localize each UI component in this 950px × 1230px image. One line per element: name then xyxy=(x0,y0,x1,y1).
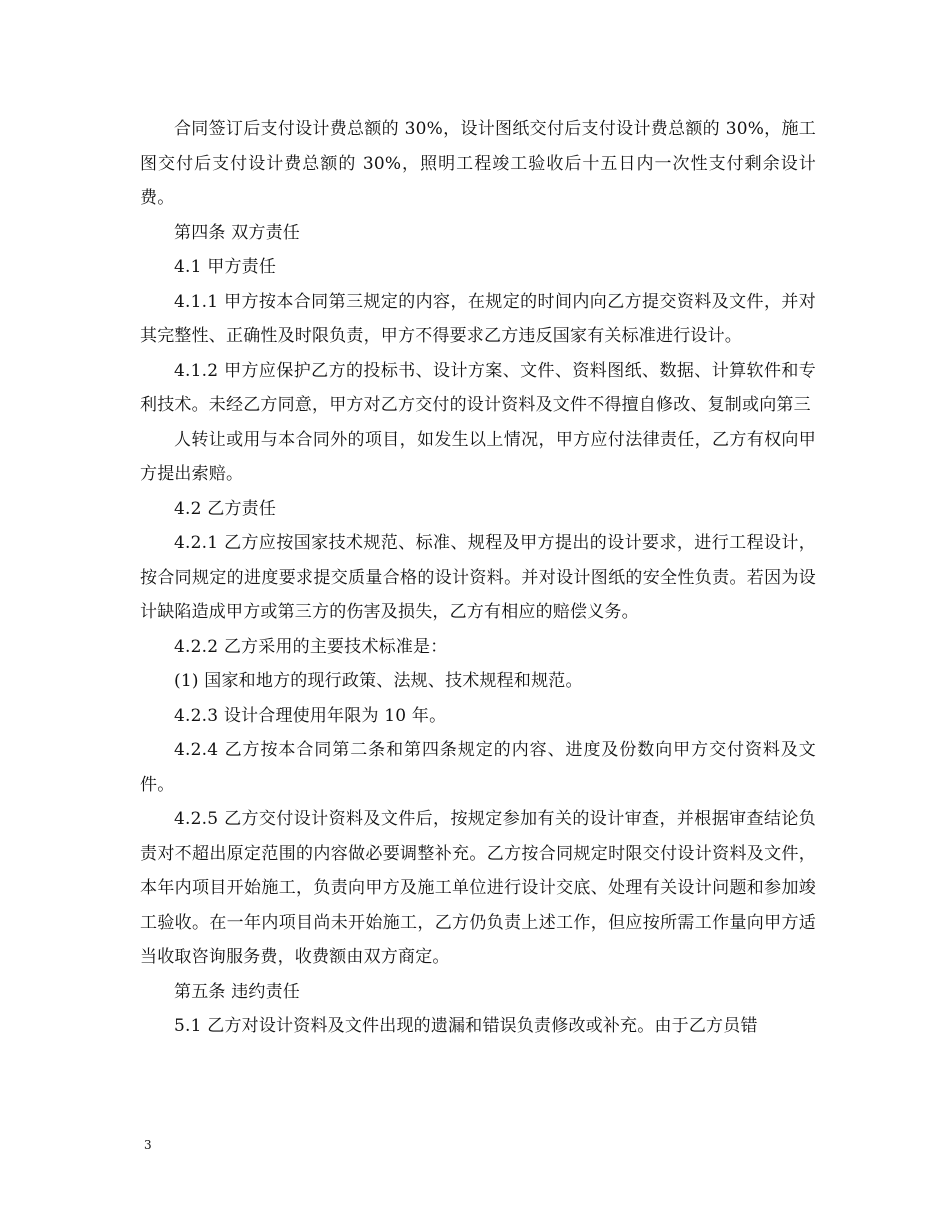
paragraph-4-1-1: 4.1.1 甲方按本合同第三规定的内容，在规定的时间内向乙方提交资料及文件，并对其完整性、正确性及时限负责，甲方不得要求乙方违反国家有关标准进行设计。 xyxy=(140,291,816,346)
paragraph-5-1: 5.1 乙方对设计资料及文件出现的遗漏和错误负责修改或补充。由于乙方员错 xyxy=(174,1016,758,1036)
paragraph-standard-item-1: (1) 国家和地方的现行政策、法规、技术规程和规范。 xyxy=(174,671,583,691)
heading-article-five: 第五条 违约责任 xyxy=(174,981,301,1002)
paragraph-4-2-3: 4.2.3 设计合理使用年限为 10 年。 xyxy=(174,705,447,726)
page-number: 3 xyxy=(144,1138,152,1152)
paragraph-payment-terms: 合同签订后支付设计费总额的 30%，设计图纸交付后支付设计费总额的 30%，施工图交付后支付设计费总额的 30%，照明工程竣工验收后十五日内一次性支付剩余设计费。 xyxy=(140,119,816,208)
document-body xyxy=(140,112,816,1044)
paragraph-4-1-2: 4.1.2 甲方应保护乙方的投标书、设计方案、文件、资料图纸、数据、计算软件和专利技术。未经乙方同意，甲方对乙方交付的设计资料及文件不得擅自修改、复制或向第三 xyxy=(140,360,816,415)
heading-article-four: 第四条 双方责任 xyxy=(174,222,301,243)
paragraph-4-2-5: 4.2.5 乙方交付设计资料及文件后，按规定参加有关的设计审查，并根据审查结论负责对不超出原定范围的内容做必要调整补充。乙方按合同规定时限交付设计资料及文件，本年内项目开始施工，负责向甲方及施工单位进行设计交底、处理有关设计问题和参加竣工验收。在一年内项目尚未开始施工，乙方仍负责上述工作，但应按所需工作量向甲方适当收取咨询服务费，收费额由双方商定。 xyxy=(140,809,816,967)
heading-party-b-duties: 4.2 乙方责任 xyxy=(174,498,277,519)
paragraph-4-2-1: 4.2.1 乙方应按国家技术规范、标准、规程及甲方提出的设计要求，进行工程设计，按合同规定的进度要求提交质量合格的设计资料。并对设计图纸的安全性负责。若因为设计缺陷造成甲方或第三方的伤害及损失，乙方有相应的赔偿义务。 xyxy=(140,533,816,622)
paragraph-4-1-2-continued: 人转让或用与本合同外的项目，如发生以上情况，甲方应付法律责任，乙方有权向甲方提出索赔。 xyxy=(140,429,816,484)
paragraph-4-2-2: 4.2.2 乙方采用的主要技术标准是： xyxy=(174,636,448,657)
paragraph-4-2-4: 4.2.4 乙方按本合同第二条和第四条规定的内容、进度及份数向甲方交付资料及文件。 xyxy=(140,740,816,795)
heading-party-a-duties: 4.1 甲方责任 xyxy=(174,257,277,277)
